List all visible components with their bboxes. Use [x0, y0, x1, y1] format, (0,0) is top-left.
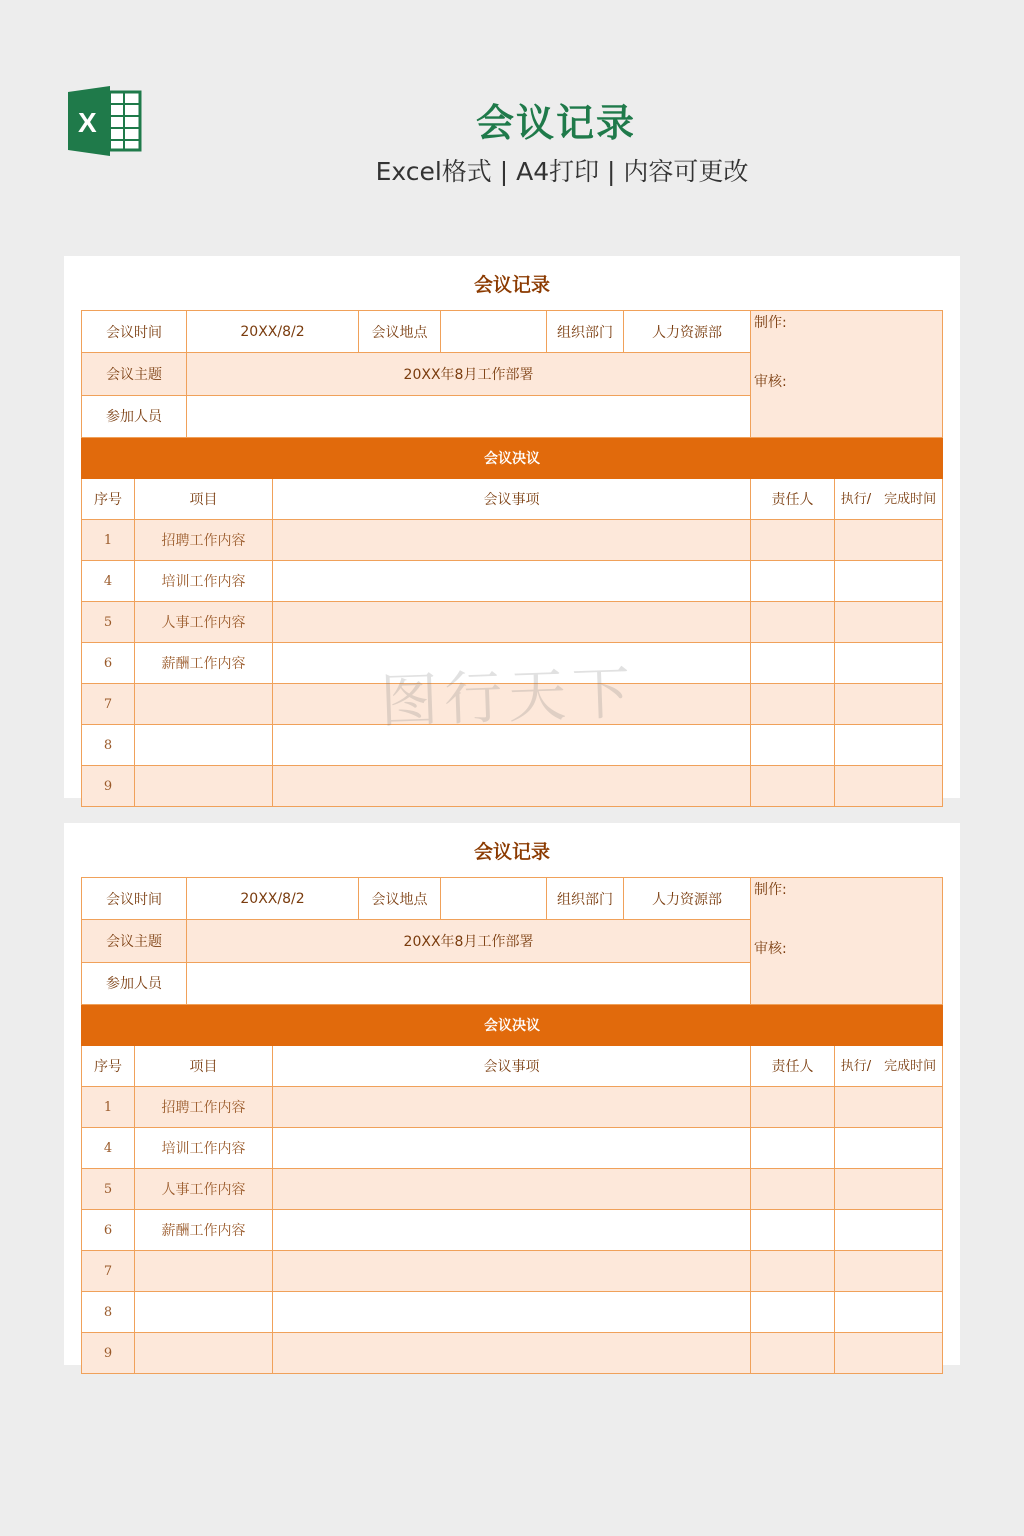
- row-matter[interactable]: [273, 1128, 751, 1169]
- row-item[interactable]: 薪酬工作内容: [135, 1210, 273, 1251]
- row-seq: 8: [82, 1292, 135, 1333]
- row-owner[interactable]: [751, 1128, 835, 1169]
- resolution-banner: 会议决议: [82, 438, 943, 479]
- row-seq: 5: [82, 1169, 135, 1210]
- row-matter[interactable]: [273, 1169, 751, 1210]
- row-owner[interactable]: [751, 1333, 835, 1374]
- row-seq: 1: [82, 520, 135, 561]
- row-matter[interactable]: [273, 725, 751, 766]
- row-seq: 4: [82, 561, 135, 602]
- row-matter[interactable]: [273, 1087, 751, 1128]
- svg-text:X: X: [78, 107, 97, 138]
- table-row: [82, 1169, 943, 1210]
- topic-value[interactable]: 20XX年8月工作部署: [187, 920, 751, 962]
- row-owner[interactable]: [751, 1292, 835, 1333]
- dept-value[interactable]: 人力资源部: [624, 878, 751, 920]
- row-item[interactable]: 人事工作内容: [135, 1169, 273, 1210]
- row-seq: 9: [82, 1333, 135, 1374]
- row-matter[interactable]: [273, 766, 751, 807]
- table-row: [82, 561, 943, 602]
- row-item[interactable]: [135, 725, 273, 766]
- sheet-grid: [81, 310, 942, 794]
- sheet-preview-2: [64, 823, 960, 1365]
- col-done-time: 执行/ 完成时间: [835, 479, 943, 520]
- col-owner: 责任人: [751, 1046, 835, 1087]
- row-matter[interactable]: [273, 1210, 751, 1251]
- table-row: [82, 1333, 943, 1374]
- resolution-banner: 会议决议: [82, 1005, 943, 1046]
- page-title: 会议记录: [475, 101, 636, 145]
- row-matter[interactable]: [273, 1251, 751, 1292]
- row-matter[interactable]: [273, 684, 751, 725]
- watermark-text: 图行天下: [379, 658, 638, 736]
- row-item[interactable]: 薪酬工作内容: [135, 643, 273, 684]
- row-done-time[interactable]: [835, 602, 943, 643]
- row-owner[interactable]: [751, 684, 835, 725]
- table-row: [82, 725, 943, 766]
- table-row: [82, 766, 943, 807]
- row-seq: 7: [82, 684, 135, 725]
- dept-value[interactable]: 人力资源部: [624, 311, 751, 353]
- place-value[interactable]: [441, 311, 547, 353]
- col-owner: 责任人: [751, 479, 835, 520]
- row-owner[interactable]: [751, 643, 835, 684]
- attendees-value[interactable]: [187, 962, 751, 1004]
- row-seq: 9: [82, 766, 135, 807]
- meeting-table: [81, 310, 943, 807]
- row-matter[interactable]: [273, 1292, 751, 1333]
- meeting-table: [81, 877, 943, 1374]
- row-done-time[interactable]: [835, 684, 943, 725]
- row-seq: 1: [82, 1087, 135, 1128]
- row-owner[interactable]: [751, 520, 835, 561]
- row-owner[interactable]: [751, 561, 835, 602]
- row-seq: 7: [82, 1251, 135, 1292]
- col-item: 项目: [135, 479, 273, 520]
- row-seq: 5: [82, 602, 135, 643]
- sheet-grid: [81, 877, 942, 1361]
- maker-label: 制作:: [754, 882, 787, 898]
- row-seq: 6: [82, 643, 135, 684]
- row-owner[interactable]: [751, 1210, 835, 1251]
- place-label: 会议地点: [359, 311, 441, 353]
- row-done-time[interactable]: [835, 1292, 943, 1333]
- attendees-label: 参加人员: [82, 395, 187, 437]
- time-label: 会议时间: [82, 878, 187, 920]
- row-item[interactable]: [135, 684, 273, 725]
- place-value[interactable]: [441, 878, 547, 920]
- time-value[interactable]: 20XX/8/2: [187, 311, 359, 353]
- signoff-cell: [751, 878, 943, 1005]
- col-done-time: 执行/ 完成时间: [835, 1046, 943, 1087]
- table-row: [82, 602, 943, 643]
- table-row: [82, 1292, 943, 1333]
- row-done-time[interactable]: [835, 1333, 943, 1374]
- table-row: [82, 520, 943, 561]
- row-matter[interactable]: [273, 1333, 751, 1374]
- dept-label: 组织部门: [547, 311, 624, 353]
- table-row: [82, 684, 943, 725]
- row-item[interactable]: 人事工作内容: [135, 602, 273, 643]
- col-item: 项目: [135, 1046, 273, 1087]
- page-subtitle: Excel格式 | A4打印 | 内容可更改: [375, 157, 749, 186]
- row-done-time[interactable]: [835, 520, 943, 561]
- row-seq: 4: [82, 1128, 135, 1169]
- page-header: [0, 0, 1024, 230]
- table-row: [82, 1087, 943, 1128]
- topic-label: 会议主题: [82, 920, 187, 962]
- row-owner[interactable]: [751, 1087, 835, 1128]
- row-matter[interactable]: [273, 602, 751, 643]
- topic-value[interactable]: 20XX年8月工作部署: [187, 353, 751, 395]
- row-matter[interactable]: [273, 643, 751, 684]
- row-item[interactable]: 招聘工作内容: [135, 1087, 273, 1128]
- time-label: 会议时间: [82, 311, 187, 353]
- row-item[interactable]: 招聘工作内容: [135, 520, 273, 561]
- place-label: 会议地点: [359, 878, 441, 920]
- sheet-title: 会议记录: [473, 841, 550, 863]
- row-item[interactable]: 培训工作内容: [135, 1128, 273, 1169]
- row-owner[interactable]: [751, 602, 835, 643]
- row-owner[interactable]: [751, 766, 835, 807]
- row-matter[interactable]: [273, 520, 751, 561]
- row-done-time[interactable]: [835, 725, 943, 766]
- row-item[interactable]: [135, 766, 273, 807]
- row-matter[interactable]: [273, 561, 751, 602]
- row-done-time[interactable]: [835, 561, 943, 602]
- time-value[interactable]: 20XX/8/2: [187, 878, 359, 920]
- reviewer-label: 审核:: [754, 374, 787, 390]
- col-seq: 序号: [82, 479, 135, 520]
- col-matter: 会议事项: [273, 1046, 751, 1087]
- dept-label: 组织部门: [547, 878, 624, 920]
- row-done-time[interactable]: [835, 1087, 943, 1128]
- table-row: [82, 1251, 943, 1292]
- row-done-time[interactable]: [835, 1128, 943, 1169]
- row-done-time[interactable]: [835, 766, 943, 807]
- sheet-title: 会议记录: [473, 274, 550, 296]
- row-owner[interactable]: [751, 1251, 835, 1292]
- row-done-time[interactable]: [835, 1210, 943, 1251]
- table-row: [82, 1210, 943, 1251]
- row-item[interactable]: [135, 1251, 273, 1292]
- row-done-time[interactable]: [835, 643, 943, 684]
- table-row: [82, 643, 943, 684]
- topic-label: 会议主题: [82, 353, 187, 395]
- row-item[interactable]: 培训工作内容: [135, 561, 273, 602]
- attendees-label: 参加人员: [82, 962, 187, 1004]
- row-item[interactable]: [135, 1333, 273, 1374]
- row-item[interactable]: [135, 1292, 273, 1333]
- table-row: [82, 1128, 943, 1169]
- row-owner[interactable]: [751, 725, 835, 766]
- reviewer-label: 审核:: [754, 941, 787, 957]
- row-owner[interactable]: [751, 1169, 835, 1210]
- row-done-time[interactable]: [835, 1169, 943, 1210]
- row-seq: 6: [82, 1210, 135, 1251]
- sheet-preview-1: [64, 256, 960, 798]
- col-matter: 会议事项: [273, 479, 751, 520]
- row-done-time[interactable]: [835, 1251, 943, 1292]
- row-seq: 8: [82, 725, 135, 766]
- attendees-value[interactable]: [187, 395, 751, 437]
- col-seq: 序号: [82, 1046, 135, 1087]
- maker-label: 制作:: [754, 315, 787, 331]
- signoff-cell: [751, 311, 943, 438]
